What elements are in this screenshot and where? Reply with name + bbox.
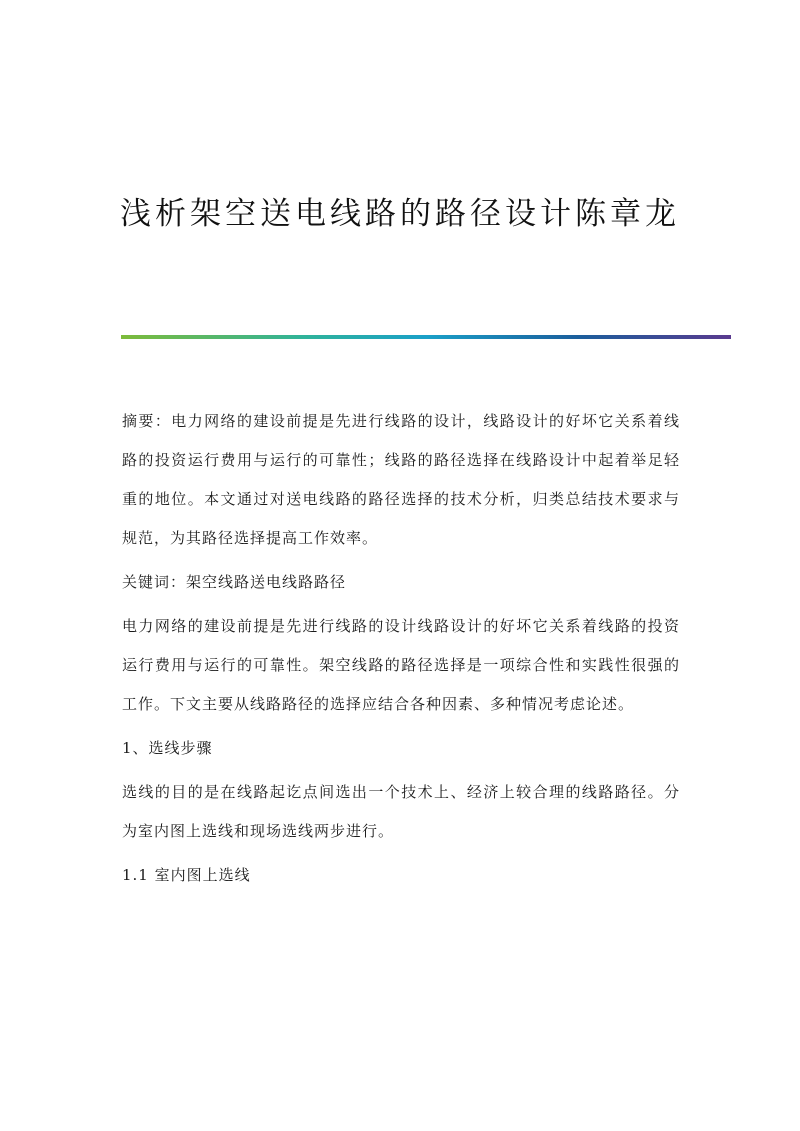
keywords-paragraph: 关键词：架空线路送电线路路径 [122, 573, 347, 591]
document-title: 浅析架空送电线路的路径设计陈章龙 [120, 196, 680, 232]
section-heading-1: 1、选线步骤 [122, 739, 213, 757]
subsection-heading-1-1: 1.1 室内图上选线 [122, 866, 251, 884]
section-1-paragraph: 选线的目的是在线路起讫点间选出一个技术上、经济上较合理的线路路径。分为室内图上选线和现场选线两步进行。 [122, 783, 680, 840]
abstract-paragraph: 摘要：电力网络的建设前提是先进行线路的设计，线路设计的好坏它关系着线路的投资运行费用与运行的可靠性；线路的路径选择在线路设计中起着举足轻重的地位。本文通过对送电线路的路径选择的技术分析，归类总结技术要求与规范，为其路径选择提高工作效率。 [122, 412, 680, 547]
document-body [122, 402, 680, 900]
title-divider [121, 335, 731, 339]
intro-paragraph: 电力网络的建设前提是先进行线路的设计线路设计的好坏它关系着线路的投资运行费用与运行的可靠性。架空线路的路径选择是一项综合性和实践性很强的工作。下文主要从线路路径的选择应结合各种因素、多种情况考虑论述。 [122, 617, 680, 713]
